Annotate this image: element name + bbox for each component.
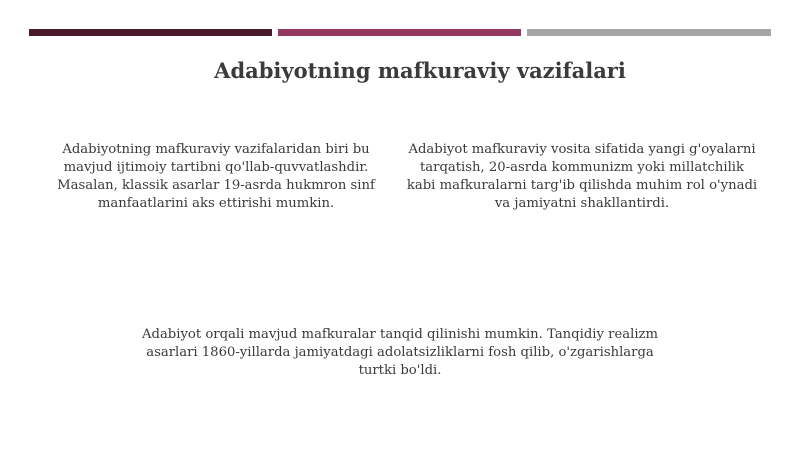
paragraph-left: Adabiyotning mafkuraviy vazifalaridan biri bu mavjud ijtimoiy tartibni qo'llab-quvvatlashdir. Masalan, klassik asarlar 19-asrda hukmron sinf manfaatlarini aks ettirishi mumkin.	[57, 142, 375, 211]
paragraph-right: Adabiyot mafkuraviy vosita sifatida yangi g'oyalarni tarqatish, 20-asrda kommunizm yoki millatchilik kabi mafkuralarni targ'ib qilishda muhim rol o'ynadi va jamiyatni shakllantirdi.	[406, 142, 758, 211]
accent-bar-gray	[527, 29, 771, 36]
accent-bar-dark	[29, 29, 272, 36]
paragraph-bottom: Adabiyot orqali mavjud mafkuralar tanqid qilinishi mumkin. Tanqidiy realizm asarlari 1860-yillarda jamiyatdagi adolatsizliklarni fosh qilib, o'zgarishlarga turtki bo'ldi.	[141, 327, 658, 378]
slide-title: Adabiyotning mafkuraviy vazifalari	[214, 58, 626, 83]
accent-bar-magenta	[278, 29, 521, 36]
